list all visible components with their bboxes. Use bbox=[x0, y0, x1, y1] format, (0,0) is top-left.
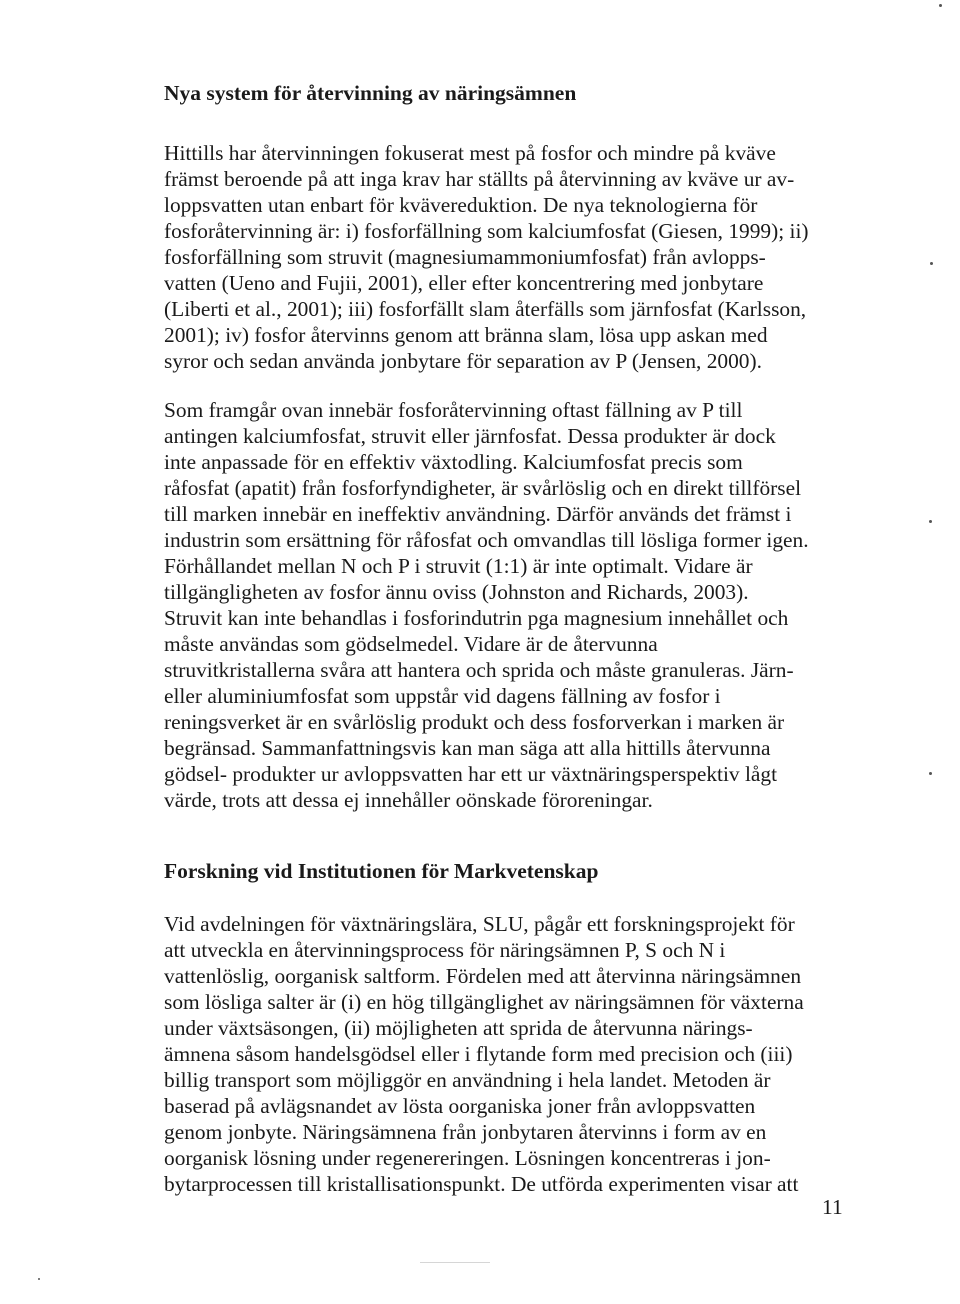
text-line: måste användas som gödselmedel. Vidare är de återvunna bbox=[164, 632, 658, 656]
text-line: till marken innebär en ineffektiv användning. Därför används det främst i bbox=[164, 502, 792, 526]
text-line: vattenlöslig, oorganisk saltform. Fördelen med att återvinna näringsämnen bbox=[164, 964, 802, 988]
text-line: tillgängligheten av fosfor ännu oviss (Johnston and Richards, 2003). bbox=[164, 580, 749, 604]
text-line: Förhållandet mellan N och P i struvit (1:1) är inte optimalt. Vidare är bbox=[164, 554, 753, 578]
text-line: syror och sedan använda jonbytare för separation av P (Jensen, 2000). bbox=[164, 349, 762, 373]
section-heading-research: Forskning vid Institutionen för Markvetenskap bbox=[164, 859, 599, 883]
paragraph-research-project bbox=[164, 911, 804, 1197]
text-line: Som framgår ovan innebär fosforåtervinning oftast fällning av P till bbox=[164, 398, 743, 422]
text-line: under växtsäsongen, (ii) möjligheten att sprida de återvunna närings- bbox=[164, 1016, 753, 1040]
text-line: begränsad. Sammanfattningsvis kan man säga att alla hittills återvunna bbox=[164, 736, 771, 760]
text-line: fosforåtervinning är: i) fosforfällning som kalciumfosfat (Giesen, 1999); ii) bbox=[164, 219, 809, 243]
text-line: eller aluminiumfosfat som uppstår vid dagens fällning av fosfor i bbox=[164, 684, 721, 708]
text-line: Hittills har återvinningen fokuserat mest på fosfor och mindre på kväve bbox=[164, 141, 776, 165]
text-line: reningsverket är en svårlöslig produkt och dess fosforverkan i marken är bbox=[164, 710, 785, 734]
scan-smudge bbox=[420, 1262, 490, 1263]
text-line: fosforfällning som struvit (magnesiumammoniumfosfat) från avlopps- bbox=[164, 245, 766, 269]
text-line: 2001); iv) fosfor återvinns genom att bränna slam, lösa upp askan med bbox=[164, 323, 768, 347]
text-line: råfosfat (apatit) från fosforfyndigheter, är svårlöslig och en direkt tillförsel bbox=[164, 476, 802, 500]
scan-speck bbox=[929, 520, 932, 523]
text-line: värde, trots att dessa ej innehåller oönskade föroreningar. bbox=[164, 788, 653, 812]
text-line: struvitkristallerna svåra att hantera och sprida och måste granuleras. Järn- bbox=[164, 658, 794, 682]
scan-speck bbox=[38, 1278, 40, 1280]
text-line: (Liberti et al., 2001); iii) fosforfällt slam återfälls som järnfosfat (Karlsson, bbox=[164, 297, 807, 321]
text-line: vatten (Ueno and Fujii, 2001), eller efter koncentrering med jonbytare bbox=[164, 271, 764, 295]
paragraph-phosphorus-precipitation bbox=[164, 397, 809, 813]
text-line: att utveckla en återvinningsprocess för näringsämnen P, S och N i bbox=[164, 938, 726, 962]
text-line: antingen kalciumfosfat, struvit eller järnfosfat. Dessa produkter är dock bbox=[164, 424, 776, 448]
text-line: baserad på avlägsnandet av lösta oorganiska joner från avloppsvatten bbox=[164, 1094, 756, 1118]
text-line: Vid avdelningen för växtnäringslära, SLU, pågår ett forskningsprojekt för bbox=[164, 912, 795, 936]
page-number: 11 bbox=[822, 1195, 843, 1219]
text-line: loppsvatten utan enbart för kvävereduktion. De nya teknologierna för bbox=[164, 193, 758, 217]
paragraph-recycling-technologies bbox=[164, 140, 809, 374]
text-line: som lösliga salter är (i) en hög tillgänglighet av näringsämnen för växterna bbox=[164, 990, 804, 1014]
scan-speck bbox=[930, 262, 933, 265]
text-line: bytarprocessen till kristallisationspunkt. De utförda experimenten visar att bbox=[164, 1172, 799, 1196]
scan-speck bbox=[929, 772, 932, 775]
text-line: gödsel- produkter ur avloppsvatten har ett ur växtnäringsperspektiv lågt bbox=[164, 762, 778, 786]
text-line: genom jonbyte. Näringsämnena från jonbytaren återvinns i form av en bbox=[164, 1120, 767, 1144]
text-line: Struvit kan inte behandlas i fosforindutrin pga magnesium innehållet och bbox=[164, 606, 789, 630]
text-line: främst beroende på att inga krav har ställts på återvinning av kväve ur av- bbox=[164, 167, 795, 191]
scan-speck bbox=[939, 4, 942, 7]
text-line: ämnena såsom handelsgödsel eller i flytande form med precision och (iii) bbox=[164, 1042, 793, 1066]
text-line: billig transport som möjliggör en användning i hela landet. Metoden är bbox=[164, 1068, 771, 1092]
text-line: industrin som ersättning för råfosfat och omvandlas till lösliga former igen. bbox=[164, 528, 809, 552]
text-line: inte anpassade för en effektiv växtodling. Kalciumfosfat precis som bbox=[164, 450, 743, 474]
section-heading-nutrient-recycling: Nya system för återvinning av näringsämnen bbox=[164, 81, 577, 105]
text-line: oorganisk lösning under regenereringen. Lösningen koncentreras i jon- bbox=[164, 1146, 771, 1170]
